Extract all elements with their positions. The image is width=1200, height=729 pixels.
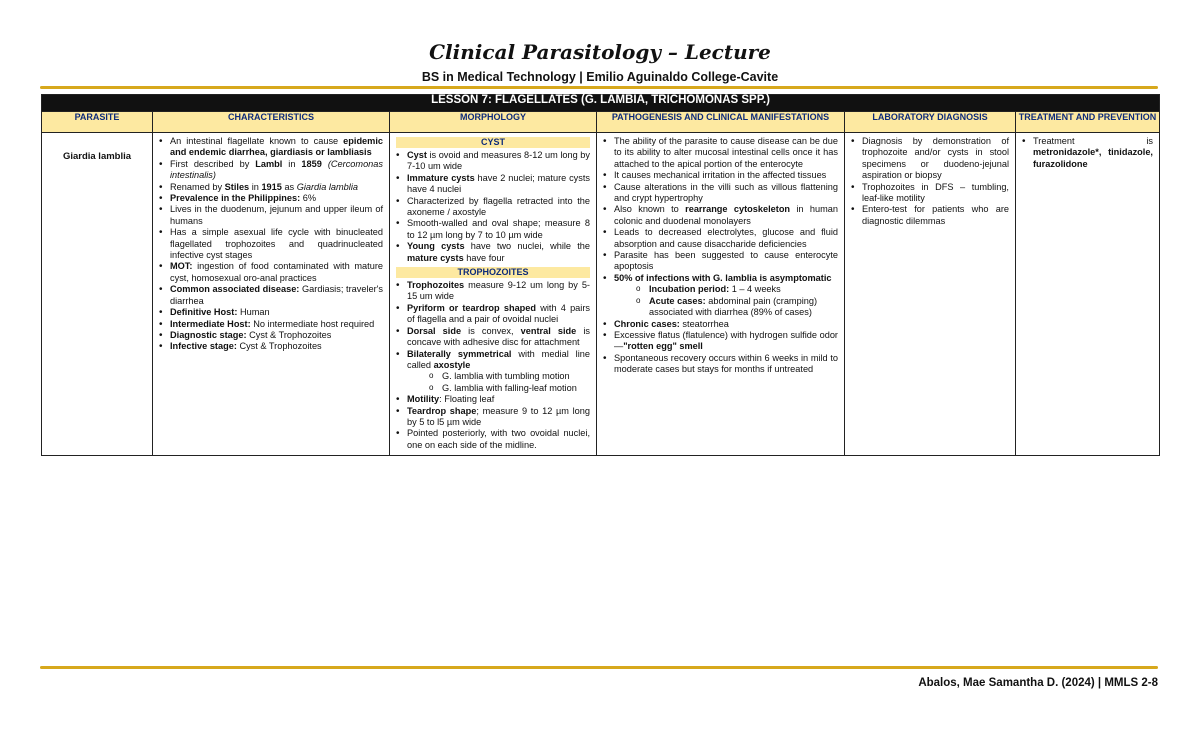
- text-run: metronidazole*, tinidazole, furazolidone: [1033, 147, 1153, 169]
- text-run: Infective stage:: [170, 341, 237, 352]
- text-run: 1 – 4 weeks: [729, 284, 781, 295]
- text-run: with medial line called: [407, 348, 590, 370]
- trophozoite-item: [390, 349, 590, 395]
- column-header-lab-diagnosis: LABORATORY DIAGNOSIS: [845, 112, 1016, 133]
- text-run: have 2 nuclei; mature cysts have 4 nuclei: [407, 172, 590, 195]
- text-run: No intermediate host required: [250, 318, 375, 329]
- pathogenesis-item: [597, 330, 838, 353]
- text-run: Definitive Host:: [170, 307, 238, 318]
- text-run: Bilaterally symmetrical: [407, 348, 512, 359]
- characteristic-item: [153, 319, 383, 330]
- characteristic-item: [153, 307, 383, 318]
- text-run: in human colonic and duodenal monolayers: [614, 204, 838, 226]
- text-run: : Floating leaf: [439, 394, 495, 405]
- column-header-pathogenesis: PATHOGENESIS AND CLINICAL MANIFESTATIONS: [597, 112, 845, 133]
- text-run: have two nuclei, while the: [464, 241, 590, 252]
- text-run: An intestinal flagellate known to cause: [170, 136, 344, 146]
- text-run: G. lamblia with falling-leaf motion: [442, 382, 577, 393]
- text-run: Common associated disease:: [170, 284, 300, 295]
- text-run: ingestion of food contaminated with mature cyst, homosexual oro-anal practices: [170, 261, 383, 283]
- text-run: Lives in the duodenum, jejunum and upper ileum of humans: [170, 204, 383, 226]
- text-run: Cyst & Trophozoites: [246, 329, 332, 340]
- text-run: Prevalence in the Philippines:: [170, 193, 301, 204]
- cyst-item: [390, 218, 590, 241]
- text-run: Has a simple asexual life cycle with binucleated flagellated trophozoites and quadrinucleated infective cyst stages: [170, 227, 383, 261]
- characteristic-item: [153, 159, 383, 182]
- text-run: Pyriform or teardrop shaped: [407, 302, 537, 313]
- text-run: is ovoid and measures 8-12 um long by 7-10 um wide: [407, 150, 590, 172]
- text-run: Stiles: [224, 181, 250, 192]
- cyst-section-label: CYST: [396, 137, 590, 148]
- text-run: in: [249, 181, 262, 192]
- text-run: Trophozoites in DFS – tumbling, leaf-like motility: [862, 181, 1009, 204]
- text-run: The ability of the parasite to cause disease can be due to its ability to alter mucosal intestinal cells once it has attached to the apical portion of the enterocyte: [614, 136, 838, 169]
- text-run: in: [282, 158, 302, 169]
- trophozoite-item: [390, 394, 590, 405]
- text-run: Spontaneous recovery occurs within 6 weeks in mild to moderate cases but stays for months if untreated: [614, 352, 838, 375]
- text-run: Giardia lamblia: [296, 181, 358, 192]
- lab-diagnosis-cell: [845, 133, 1016, 456]
- treatment-list: [1016, 136, 1159, 170]
- text-run: have four: [463, 252, 505, 263]
- text-run: Immature cysts: [407, 172, 475, 183]
- lesson-title: LESSON 7: FLAGELLATES (G. LAMBIA, TRICHOMONAS SPP.): [42, 95, 1160, 112]
- treatment-item: [1016, 136, 1153, 170]
- pathogenesis-item: [597, 170, 838, 181]
- lab-diagnosis-item: [845, 204, 1009, 227]
- cyst-item: [390, 150, 590, 173]
- text-run: rearrange cytoskeleton: [685, 204, 791, 215]
- text-run: Trophozoites: [407, 280, 465, 291]
- text-run: (Cercomonas intestinalis): [170, 158, 383, 181]
- text-run: Cause alterations in the villi such as villous flattening and crypt hypertrophy: [614, 181, 838, 204]
- sub-list-item: [407, 383, 590, 394]
- page-subtitle: BS in Medical Technology | Emilio Aguinaldo College-Cavite: [421, 70, 779, 84]
- characteristics-list: [153, 136, 389, 353]
- text-run: Characterized by flagella retracted into the axoneme / axostyle: [407, 195, 590, 218]
- characteristic-item: [153, 193, 383, 204]
- text-run: abdominal pain (cramping) associated with diarrhea (89% of cases): [649, 295, 818, 318]
- text-run: Dorsal side: [407, 325, 462, 336]
- page-title: Clinical Parasitology – Lecture: [429, 40, 771, 64]
- text-run: is convex,: [461, 325, 521, 336]
- characteristic-item: [153, 284, 383, 307]
- text-run: Motility: [407, 394, 440, 405]
- text-run: Chronic cases:: [614, 318, 680, 329]
- cyst-item: [390, 241, 590, 264]
- pathogenesis-item: [597, 319, 838, 330]
- pathogenesis-item: [597, 182, 838, 205]
- text-run: Cyst: [407, 150, 427, 160]
- text-run: as: [281, 181, 297, 192]
- characteristic-item: [153, 261, 383, 284]
- text-run: ventral side: [520, 325, 577, 336]
- column-header-morphology: MORPHOLOGY: [390, 112, 597, 133]
- text-run: Also known to: [614, 204, 686, 215]
- trophozoite-item: [390, 326, 590, 349]
- characteristic-item: [153, 227, 383, 261]
- pathogenesis-item: [597, 353, 838, 376]
- text-run: 1859: [301, 158, 322, 169]
- text-run: Young cysts: [407, 241, 465, 252]
- pathogenesis-item: [597, 136, 838, 170]
- parasite-name: Giardia lamblia: [42, 133, 153, 456]
- column-header-parasite: PARASITE: [42, 112, 153, 133]
- trophozoite-item: [390, 406, 590, 429]
- lab-diagnosis-list: [845, 136, 1015, 227]
- text-run: Excessive flatus (flatulence) with hydrogen sulfide odor—: [614, 329, 838, 352]
- cyst-item: [390, 196, 590, 219]
- trophozoites-list: [390, 280, 596, 451]
- characteristic-item: [153, 204, 383, 227]
- characteristic-item: [153, 341, 383, 352]
- treatment-cell: [1016, 133, 1160, 456]
- sub-list: [407, 371, 590, 394]
- lab-diagnosis-item: [845, 136, 1009, 182]
- pathogenesis-item: [597, 273, 838, 319]
- trophozoite-item: [390, 303, 590, 326]
- morphology-cell: [390, 133, 597, 456]
- text-run: 1915: [261, 181, 282, 192]
- cyst-list: [390, 150, 596, 264]
- text-run: It causes mechanical irritation in the affected tissues: [614, 170, 827, 181]
- text-run: Smooth-walled and oval shape; measure 8 to 12 µm long by 7 to 10 µm wide: [407, 218, 590, 240]
- text-run: measure 9-12 um long by 5-15 um wide: [407, 280, 590, 302]
- text-run: Diagnosis by demonstration of trophozoite and/or cysts in stool specimens or duodeno-jejunal aspiration or biopsy: [862, 136, 1009, 181]
- text-run: Acute cases:: [649, 295, 706, 306]
- text-run: Incubation period:: [649, 284, 730, 295]
- text-run: Treatment is: [1033, 136, 1153, 146]
- text-run: with 4 pairs of flagella and a pair of ovoidal nuclei: [407, 302, 590, 325]
- pathogenesis-item: [597, 250, 838, 273]
- footer-divider: [40, 666, 1158, 669]
- characteristics-cell: [153, 133, 390, 456]
- footer-author: Abalos, Mae Samantha D. (2024) | MMLS 2-8: [918, 677, 1158, 689]
- text-run: First described by: [170, 158, 256, 169]
- text-run: Renamed by: [170, 181, 225, 192]
- text-run: Lambl: [255, 158, 283, 169]
- characteristic-item: [153, 182, 383, 193]
- text-run: is concave with adhesive disc for attachment: [407, 325, 590, 348]
- text-run: "rotten egg" smell: [623, 341, 703, 352]
- trophozoites-section-label: TROPHOZOITES: [396, 267, 590, 278]
- sub-list-item: [614, 296, 838, 319]
- text-run: mature cysts: [407, 252, 464, 263]
- text-run: MOT:: [170, 261, 193, 272]
- text-run: 50% of infections with G. lamblia is asymptomatic: [614, 272, 832, 283]
- cyst-item: [390, 173, 590, 196]
- trophozoite-item: [390, 428, 590, 451]
- characteristic-item: [153, 136, 383, 159]
- characteristic-item: [153, 330, 383, 341]
- text-run: ; measure 9 to 12 µm long by 5 to l5 µm wide: [407, 405, 591, 427]
- sub-list-item: [407, 371, 590, 382]
- trophozoite-item: [390, 280, 590, 303]
- text-run: axostyle: [433, 359, 471, 370]
- text-run: steatorrhea: [679, 318, 729, 329]
- lesson-table: [41, 94, 1160, 456]
- lab-diagnosis-item: [845, 182, 1009, 205]
- sub-list-item: [614, 284, 838, 295]
- text-run: Human: [237, 307, 270, 318]
- text-run: G. lamblia with tumbling motion: [442, 371, 570, 382]
- header-divider: [40, 86, 1158, 89]
- pathogenesis-list: [597, 136, 844, 376]
- column-header-treatment: TREATMENT AND PREVENTION: [1016, 112, 1160, 133]
- table-row: [42, 133, 1160, 456]
- text-run: Cyst & Trophozoites: [236, 341, 322, 352]
- text-run: Entero-test for patients who are diagnostic dilemmas: [862, 204, 1009, 226]
- text-run: Gardiasis; traveler's diarrhea: [170, 284, 384, 306]
- column-header-characteristics: CHARACTERISTICS: [153, 112, 390, 133]
- text-run: Parasite has been suggested to cause enterocyte apoptosis: [614, 250, 838, 272]
- text-run: 6%: [300, 193, 317, 204]
- pathogenesis-item: [597, 204, 838, 227]
- text-run: Pointed posteriorly, with two ovoidal nuclei, one on each side of the midline.: [407, 428, 590, 450]
- text-run: Teardrop shape: [407, 405, 477, 416]
- text-run: Diagnostic stage:: [170, 329, 247, 340]
- sub-list: [614, 284, 838, 318]
- text-run: epidemic and endemic diarrhea, giardiasis or lambliasis: [170, 136, 383, 158]
- text-run: Intermediate Host:: [170, 318, 251, 329]
- text-run: Leads to decreased electrolytes, glucose and fluid absorption and cause disaccharide deficiencies: [614, 227, 838, 249]
- pathogenesis-cell: [597, 133, 845, 456]
- pathogenesis-item: [597, 227, 838, 250]
